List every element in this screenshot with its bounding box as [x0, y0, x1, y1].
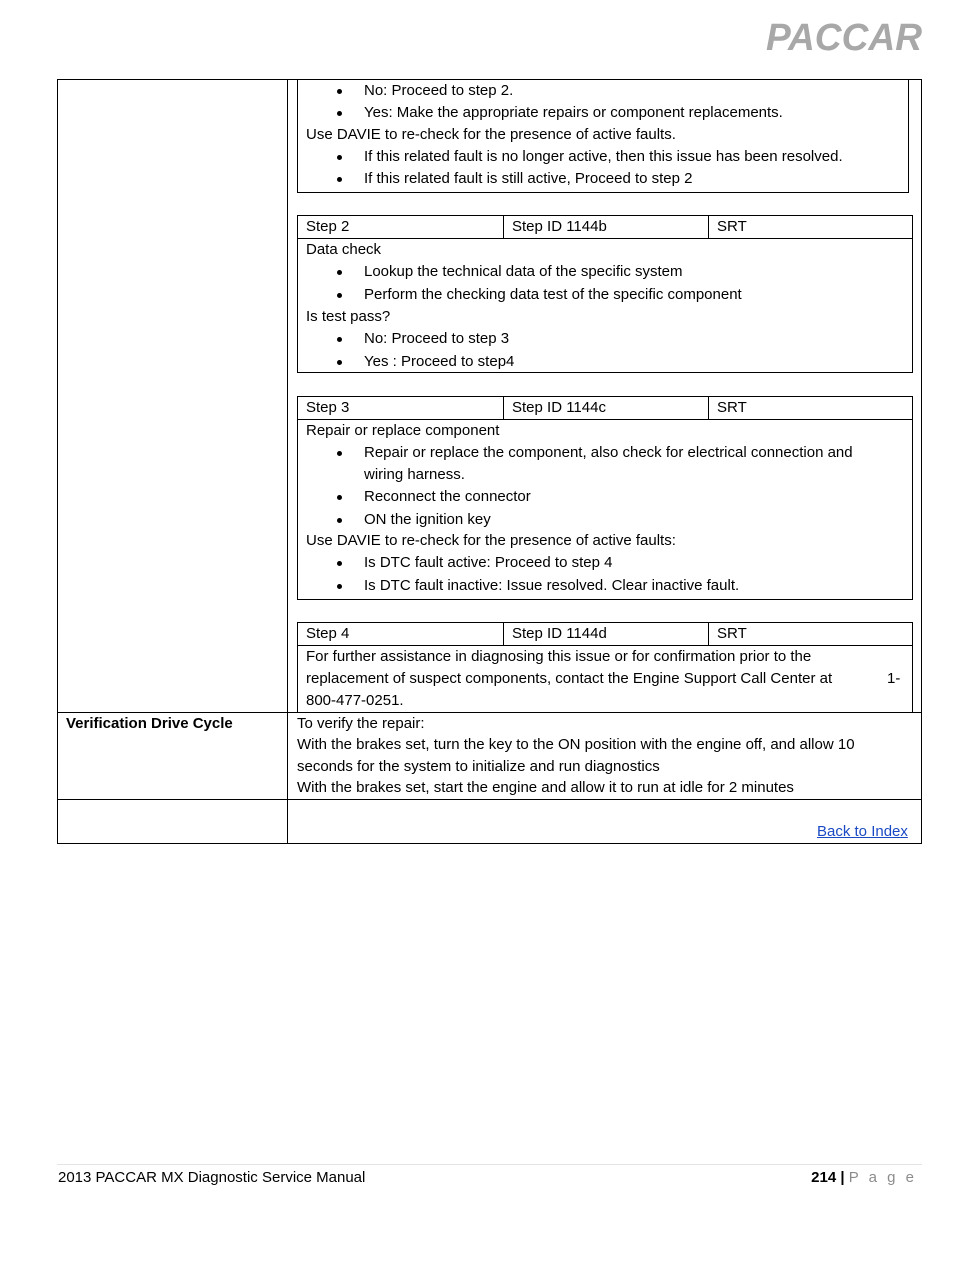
header-divider	[298, 238, 912, 239]
step3-box	[297, 396, 913, 600]
step-id: Step ID 1144b	[512, 218, 607, 235]
step3-bullet: Is DTC fault inactive: Issue resolved. Clear inactive fault.	[364, 577, 740, 594]
step2-bullet: Yes : Proceed to step4	[364, 353, 515, 370]
bullet	[337, 518, 342, 523]
step3-bullet: Is DTC fault active: Proceed to step 4	[364, 554, 613, 571]
verification-label: Verification Drive Cycle	[66, 715, 233, 732]
step4-text: replacement of suspect components, contact the Engine Support Call Center at	[306, 670, 833, 687]
step1-bullet: If this related fault is no longer active, then this issue has been resolved.	[364, 148, 843, 165]
step4-phone-prefix: 1-	[887, 670, 901, 687]
verification-text: With the brakes set, start the engine and allow it to run at idle for 2 minutes	[297, 779, 794, 796]
footer-divider	[57, 1164, 922, 1165]
bullet	[337, 293, 342, 298]
page-separator: |	[840, 1169, 845, 1186]
step2-box	[297, 215, 913, 373]
paccar-logo-graphic	[766, 16, 924, 56]
step3-bullet: Reconnect the connector	[364, 488, 531, 505]
step4-phone: 800-477-0251.	[306, 692, 404, 709]
srt-label: SRT	[717, 399, 747, 416]
bullet	[337, 89, 342, 94]
paccar-logo	[766, 16, 924, 56]
verification-text: seconds for the system to initialize and run diagnostics	[297, 758, 660, 775]
bullet	[337, 337, 342, 342]
step1-bullet: If this related fault is still active, Proceed to step 2	[364, 170, 693, 187]
step3-bullet: ON the ignition key	[364, 511, 491, 528]
step-number: Step 3	[306, 399, 350, 416]
step2-bullet: Lookup the technical data of the specific system	[364, 263, 683, 280]
srt-label: SRT	[717, 218, 747, 235]
step3-title: Repair or replace component	[306, 422, 500, 439]
verification-text: With the brakes set, turn the key to the ON position with the engine off, and allow 10	[297, 736, 855, 753]
bullet	[337, 451, 342, 456]
step2-question: Is test pass?	[306, 308, 391, 325]
footer-page-indicator	[811, 1169, 917, 1186]
step4-text: For further assistance in diagnosing this issue or for confirmation prior to the	[306, 648, 812, 665]
step3-recheck-text: Use DAVIE to re-check for the presence of active faults:	[306, 532, 676, 549]
bullet	[337, 360, 342, 365]
back-to-index-link[interactable]: Back to Index	[817, 823, 908, 840]
step-number: Step 4	[306, 625, 350, 642]
step2-bullet: No: Proceed to step 3	[364, 330, 510, 347]
bullet	[337, 561, 342, 566]
verification-text: To verify the repair:	[297, 715, 425, 732]
bullet	[337, 584, 342, 589]
page-number: 214	[811, 1169, 837, 1186]
footer-manual-title: 2013 PACCAR MX Diagnostic Service Manual	[58, 1169, 366, 1186]
page-word: P a g e	[848, 1169, 917, 1186]
bullet	[337, 270, 342, 275]
column-divider	[287, 79, 288, 844]
step3-bullet: Repair or replace the component, also check for electrical connection and	[364, 444, 853, 461]
step4-box	[297, 622, 913, 713]
step3-bullet-continued: wiring harness.	[364, 466, 465, 483]
step1-continuation-box	[297, 79, 909, 193]
srt-label: SRT	[717, 625, 747, 642]
bullet	[337, 111, 342, 116]
svg-text:PACCAR: PACCAR	[766, 17, 923, 56]
step1-recheck-text: Use DAVIE to re-check for the presence of active faults.	[306, 126, 676, 143]
bullet	[337, 177, 342, 182]
bullet	[337, 155, 342, 160]
step-number: Step 2	[306, 218, 350, 235]
step2-bullet: Perform the checking data test of the specific component	[364, 286, 742, 303]
row-divider	[57, 799, 922, 800]
step2-title: Data check	[306, 241, 382, 258]
step-id: Step ID 1144d	[512, 625, 607, 642]
step1-bullet: No: Proceed to step 2.	[364, 82, 514, 99]
step1-bullet: Yes: Make the appropriate repairs or component replacements.	[364, 104, 783, 121]
bullet	[337, 495, 342, 500]
step-id: Step ID 1144c	[512, 399, 606, 416]
